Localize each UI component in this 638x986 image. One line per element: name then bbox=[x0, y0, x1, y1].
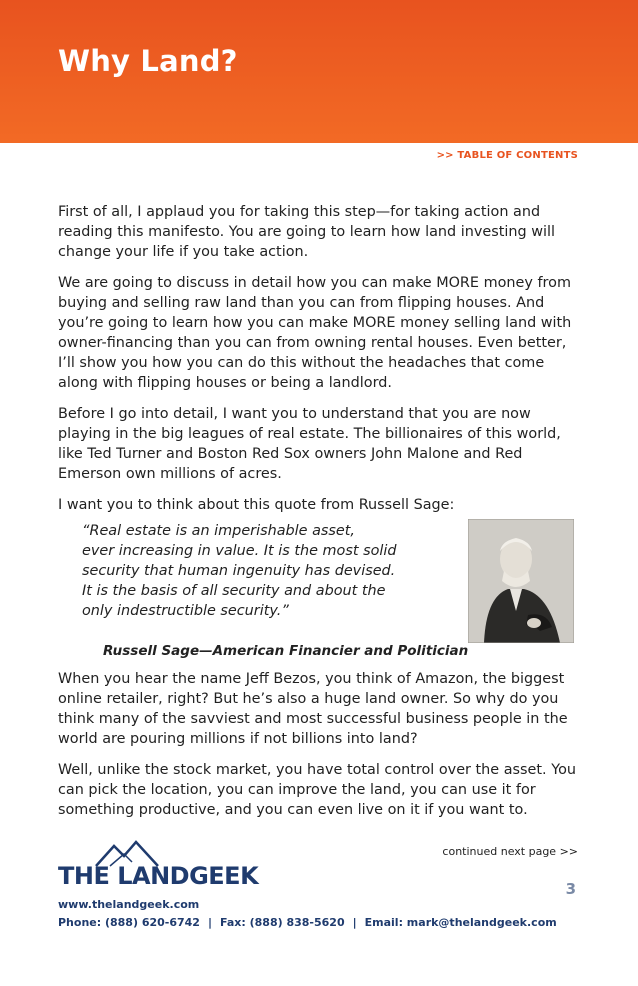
page-title: Why Land? bbox=[58, 44, 238, 78]
quote-line: only indestructible security.” bbox=[82, 603, 289, 619]
quote-attribution: Russell Sage—American Financier and Politician bbox=[103, 643, 469, 659]
quote-line: It is the basis of all security and about the bbox=[82, 583, 386, 599]
russell-sage-portrait-image bbox=[468, 519, 574, 643]
website-link[interactable]: www.thelandgeek.com bbox=[58, 898, 200, 911]
table-of-contents-link[interactable]: >> TABLE OF CONTENTS bbox=[436, 150, 578, 161]
paragraph: Before I go into detail, I want you to understand that you are now playing in the big leagues of real estate. The billionaires of this world, like Ted Turner and Boston Red Sox owners John Malone and Red Emerson own millions of acres. bbox=[58, 406, 561, 482]
page-number: 3 bbox=[565, 880, 576, 898]
separator: | bbox=[352, 916, 357, 929]
landgeek-logo bbox=[58, 840, 259, 892]
phone-number: Phone: (888) 620-6742 bbox=[58, 916, 200, 929]
quote-line: security that human ingenuity has devised. bbox=[82, 563, 396, 579]
fax-number: Fax: (888) 838-5620 bbox=[220, 916, 345, 929]
email-link[interactable]: Email: mark@thelandgeek.com bbox=[364, 916, 557, 929]
paragraph: First of all, I applaud you for taking this step—for taking action and reading this manifesto. You are going to learn how land investing will change your life if you take action. bbox=[58, 204, 555, 260]
paragraph: Well, unlike the stock market, you have total control over the asset. You can pick the location, you can improve the land, you can use it for something productive, and you can even live on it if you want to. bbox=[58, 762, 576, 818]
quote-block bbox=[58, 521, 580, 665]
footer-contact bbox=[58, 916, 557, 929]
paragraph: When you hear the name Jeff Bezos, you think of Amazon, the biggest online retailer, right? But he’s also a huge land owner. So why do you think many of the savviest and most successful business people in the world are pouring millions if not billions into land? bbox=[58, 671, 568, 747]
paragraph: We are going to discuss in detail how you can make MORE money from buying and selling raw land than you can from flipping houses. And you’re going to learn how you can make MORE money selling land with owner-financing than you can from owning rental houses. Even better, I’ll show you how you can do this without the headaches that come along with flipping houses or being a landlord. bbox=[58, 275, 572, 391]
header-banner bbox=[0, 0, 638, 143]
quote-line: ever increasing in value. It is the most solid bbox=[82, 543, 397, 559]
paragraph: I want you to think about this quote from Russell Sage: bbox=[58, 497, 455, 513]
logo-wordmark: THE LANDGEEK bbox=[58, 862, 259, 890]
continued-next-page-link[interactable]: continued next page >> bbox=[442, 845, 578, 858]
quote-line: “Real estate is an imperishable asset, bbox=[82, 523, 355, 539]
quote-text bbox=[82, 521, 442, 621]
separator: | bbox=[207, 916, 212, 929]
main-content bbox=[58, 202, 580, 831]
